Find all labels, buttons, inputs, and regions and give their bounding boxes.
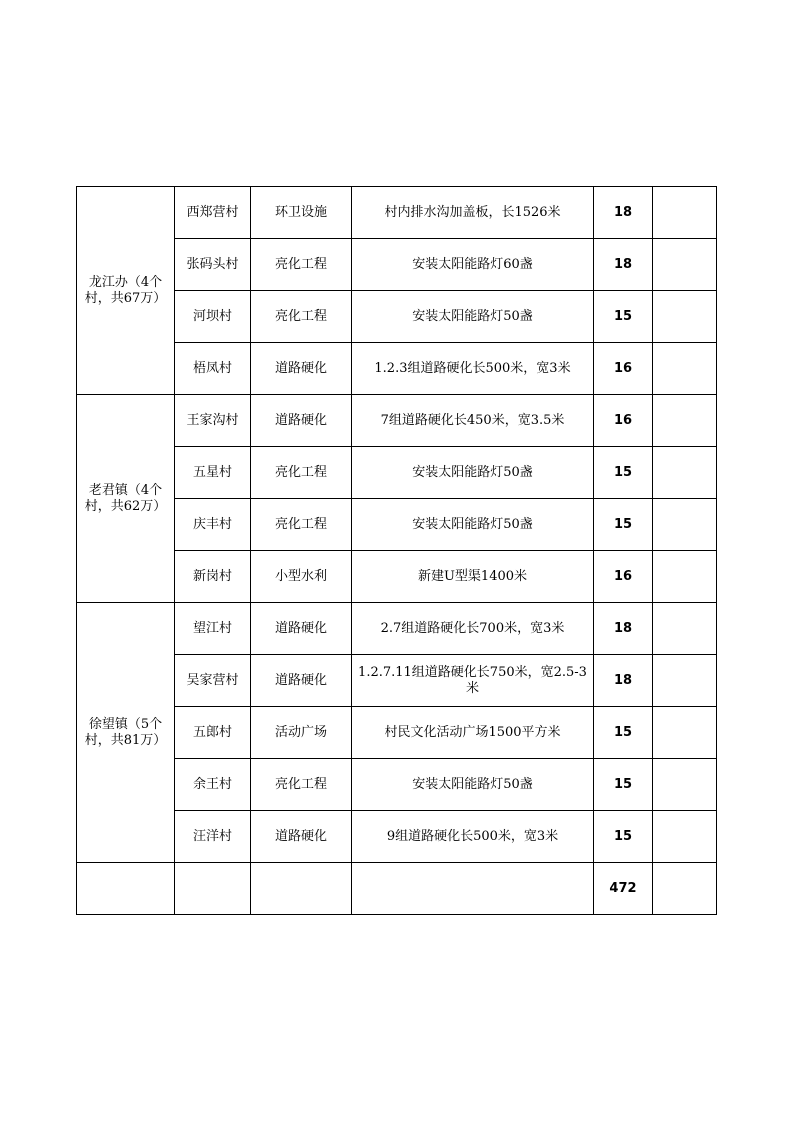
project-type-cell: 道路硬化 bbox=[251, 395, 352, 447]
note-cell bbox=[653, 343, 717, 395]
table-row bbox=[77, 187, 717, 239]
village-cell: 汪洋村 bbox=[175, 811, 251, 863]
village-cell: 望江村 bbox=[175, 603, 251, 655]
note-cell bbox=[653, 499, 717, 551]
content-cell: 1.2.3组道路硬化长500米，宽3米 bbox=[352, 343, 594, 395]
note-cell bbox=[653, 239, 717, 291]
content-cell: 9组道路硬化长500米，宽3米 bbox=[352, 811, 594, 863]
project-type-cell: 活动广场 bbox=[251, 707, 352, 759]
empty-cell bbox=[251, 863, 352, 915]
content-cell: 安装太阳能路灯50盏 bbox=[352, 499, 594, 551]
empty-cell bbox=[175, 863, 251, 915]
amount-cell: 15 bbox=[594, 291, 653, 343]
content-cell: 1.2.7.11组道路硬化长750米，宽2.5-3米 bbox=[352, 655, 594, 707]
project-type-cell: 小型水利 bbox=[251, 551, 352, 603]
project-type-cell: 道路硬化 bbox=[251, 343, 352, 395]
content-cell: 安装太阳能路灯60盏 bbox=[352, 239, 594, 291]
project-type-cell: 亮化工程 bbox=[251, 759, 352, 811]
village-cell: 吴家营村 bbox=[175, 655, 251, 707]
note-cell bbox=[653, 551, 717, 603]
amount-cell: 16 bbox=[594, 395, 653, 447]
village-cell: 余王村 bbox=[175, 759, 251, 811]
town-cell: 老君镇（4个村，共62万） bbox=[77, 395, 175, 603]
content-cell: 村民文化活动广场1500平方米 bbox=[352, 707, 594, 759]
amount-cell: 18 bbox=[594, 239, 653, 291]
table-row bbox=[77, 603, 717, 655]
amount-cell: 15 bbox=[594, 499, 653, 551]
village-cell: 西郑营村 bbox=[175, 187, 251, 239]
amount-cell: 15 bbox=[594, 811, 653, 863]
project-type-cell: 亮化工程 bbox=[251, 239, 352, 291]
note-cell bbox=[653, 395, 717, 447]
project-table bbox=[76, 186, 717, 915]
amount-cell: 15 bbox=[594, 447, 653, 499]
note-cell bbox=[653, 187, 717, 239]
note-cell bbox=[653, 447, 717, 499]
amount-cell: 18 bbox=[594, 187, 653, 239]
amount-cell: 16 bbox=[594, 551, 653, 603]
amount-cell: 15 bbox=[594, 707, 653, 759]
total-row bbox=[77, 863, 717, 915]
village-cell: 张码头村 bbox=[175, 239, 251, 291]
empty-cell bbox=[352, 863, 594, 915]
project-type-cell: 亮化工程 bbox=[251, 291, 352, 343]
project-type-cell: 道路硬化 bbox=[251, 811, 352, 863]
village-cell: 河坝村 bbox=[175, 291, 251, 343]
project-type-cell: 环卫设施 bbox=[251, 187, 352, 239]
village-cell: 庆丰村 bbox=[175, 499, 251, 551]
amount-cell: 18 bbox=[594, 603, 653, 655]
note-cell bbox=[653, 811, 717, 863]
village-cell: 王家沟村 bbox=[175, 395, 251, 447]
content-cell: 2.7组道路硬化长700米，宽3米 bbox=[352, 603, 594, 655]
content-cell: 7组道路硬化长450米，宽3.5米 bbox=[352, 395, 594, 447]
village-cell: 新岗村 bbox=[175, 551, 251, 603]
empty-cell bbox=[77, 863, 175, 915]
note-cell bbox=[653, 863, 717, 915]
project-type-cell: 道路硬化 bbox=[251, 603, 352, 655]
table-row bbox=[77, 395, 717, 447]
note-cell bbox=[653, 655, 717, 707]
town-cell: 徐望镇（5个村，共81万） bbox=[77, 603, 175, 863]
project-type-cell: 亮化工程 bbox=[251, 447, 352, 499]
project-type-cell: 道路硬化 bbox=[251, 655, 352, 707]
content-cell: 村内排水沟加盖板，长1526米 bbox=[352, 187, 594, 239]
town-cell: 龙江办（4个村，共67万） bbox=[77, 187, 175, 395]
total-amount-cell: 472 bbox=[594, 863, 653, 915]
content-cell: 安装太阳能路灯50盏 bbox=[352, 291, 594, 343]
village-cell: 五星村 bbox=[175, 447, 251, 499]
village-cell: 五郎村 bbox=[175, 707, 251, 759]
amount-cell: 15 bbox=[594, 759, 653, 811]
project-type-cell: 亮化工程 bbox=[251, 499, 352, 551]
content-cell: 安装太阳能路灯50盏 bbox=[352, 447, 594, 499]
note-cell bbox=[653, 707, 717, 759]
note-cell bbox=[653, 759, 717, 811]
note-cell bbox=[653, 603, 717, 655]
content-cell: 新建U型渠1400米 bbox=[352, 551, 594, 603]
amount-cell: 18 bbox=[594, 655, 653, 707]
village-cell: 梧凤村 bbox=[175, 343, 251, 395]
note-cell bbox=[653, 291, 717, 343]
amount-cell: 16 bbox=[594, 343, 653, 395]
content-cell: 安装太阳能路灯50盏 bbox=[352, 759, 594, 811]
